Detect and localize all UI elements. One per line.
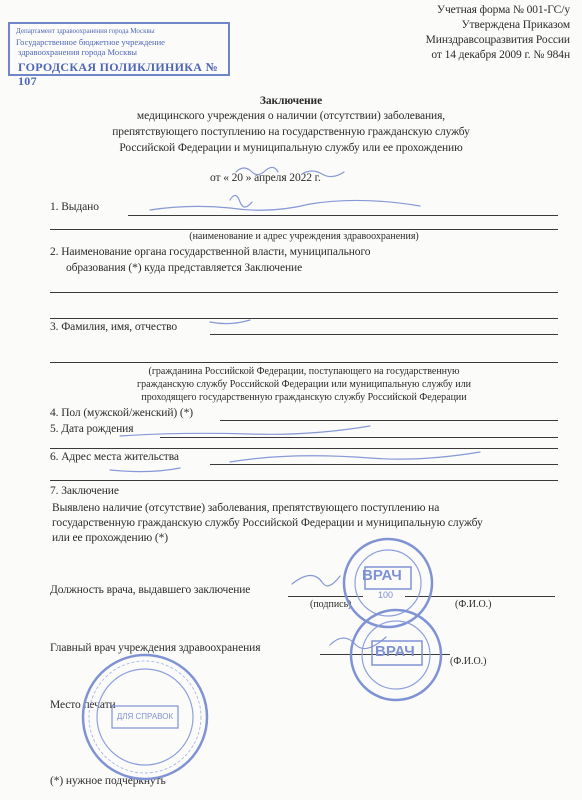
field-address: 6. Адрес места жительства [50, 451, 179, 463]
caption-citizen-1: (гражданина Российской Федерации, поступающего на государственную [148, 366, 460, 377]
form-order-date: от 14 декабря 2009 г. № 984н [431, 49, 570, 61]
field-authority-line-1: 2. Наименование органа государственной власти, муниципального [50, 246, 371, 258]
footnote: (*) нужное подчеркнуть [50, 775, 166, 787]
stamp-line-2: Государственное бюджетное учреждение [16, 37, 165, 47]
lower-stamp-label: ВРАЧ [375, 643, 415, 660]
conclusion-text-2: государственную гражданскую службу Российской Федерации и муниципальную службу [52, 517, 483, 529]
field-issued-by: 1. Выдано [50, 201, 99, 213]
caption-citizen-2: гражданскую службу Российской Федерации или муниципальную службу или [137, 379, 471, 390]
seal-center-text: ДЛЯ СПРАВОК [116, 712, 174, 721]
stamp-line-3: здравоохранения города Москвы [18, 47, 137, 57]
stamp-line-1: Департамент здравоохранения города Москвы [16, 27, 155, 35]
upper-stamp-label: ВРАЧ [362, 567, 402, 584]
field-full-name: 3. Фамилия, имя, отчество [50, 321, 178, 333]
chief-doctor: Главный врач учреждения здравоохранения [50, 642, 261, 654]
field-conclusion: 7. Заключение [50, 485, 119, 497]
form-approved: Утверждена Приказом [461, 19, 570, 31]
field-authority-line-2: образования (*) куда представляется Заключение [66, 262, 303, 274]
form-ministry: Минздравсоцразвития России [425, 34, 570, 46]
seal-place: Место печати [50, 699, 116, 711]
caption-chief-name: (Ф.И.О.) [450, 656, 487, 667]
caption-citizen-3: проходящего государственную гражданскую службу Российской Федерации [141, 392, 467, 403]
document-title: Заключение [259, 95, 323, 107]
caption-institution: (наименование и адрес учреждения здравоохранения) [189, 231, 419, 242]
title-line-3: Российской Федерации и муниципальную службу или ее прохождению [119, 142, 463, 154]
upper-stamp-number: 100 [378, 590, 394, 600]
stamp-line-4: ГОРОДСКАЯ ПОЛИКЛИНИКА № 107 [18, 60, 218, 88]
conclusion-text-1: Выявлено наличие (отсутствие) заболевания, препятствующего поступлению на [52, 502, 440, 514]
document-date: от « 20 » апреля 2022 г. [210, 172, 321, 184]
title-line-2: препятствующего поступлению на государственную гражданскую службу [112, 126, 470, 138]
caption-name: (Ф.И.О.) [455, 599, 492, 610]
title-line-1: медицинского учреждения о наличии (отсутствии) заболевания, [136, 110, 446, 122]
doctor-position: Должность врача, выдавшего заключение [50, 584, 251, 596]
field-birth-date: 5. Дата рождения [50, 423, 134, 435]
field-gender: 4. Пол (мужской/женский) (*) [50, 407, 194, 419]
form-number: Учетная форма № 001-ГС/у [436, 4, 570, 16]
conclusion-text-3: или ее прохождению (*) [52, 532, 169, 544]
caption-signature: (подпись) [310, 599, 352, 610]
